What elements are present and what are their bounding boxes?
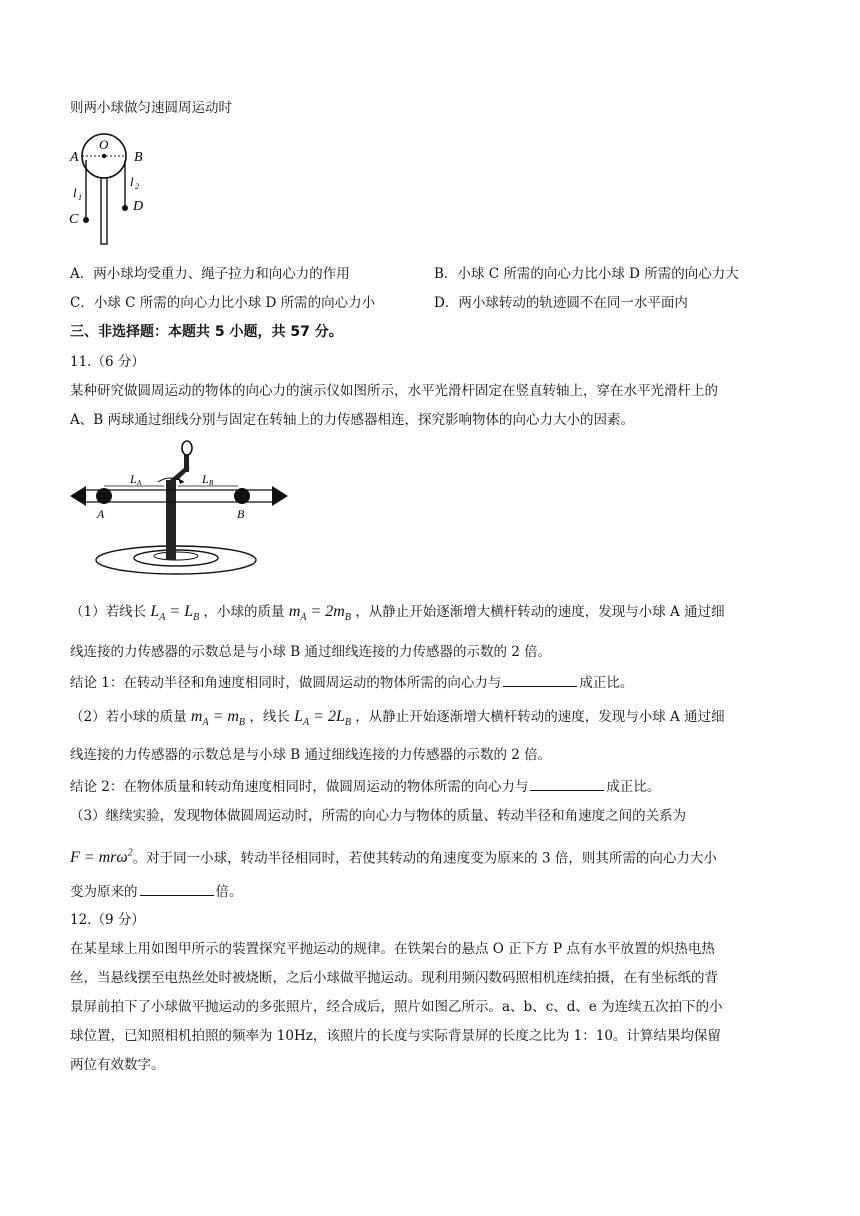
apparatus-figure — [66, 440, 292, 582]
q11-part3-line1: （3）继续实验，发现物体做圆周运动时，所需的向心力与物体的质量、转动半径和角速度之间的关系为 — [70, 808, 687, 824]
q12-line2: 丝，当悬线摆至电热丝处时被烧断，之后小球做平抛运动。现利用频闪数码照相机连续拍摄，在有坐标纸的背 — [70, 970, 718, 986]
q11-p3-l3-prefix: 变为原来的 — [70, 884, 138, 900]
q12-line5: 两位有效数字。 — [70, 1057, 165, 1073]
q11-p2-eq2: $L_A = 2L_B$ — [294, 708, 351, 729]
label-LB: L — [202, 472, 209, 486]
q11-c1-suffix: 成正比。 — [579, 675, 634, 691]
label-LA: L — [130, 472, 137, 486]
option-c: C．小球 C 所需的向心力比小球 D 所需的向心力小 — [70, 295, 376, 311]
label-C: C — [69, 212, 79, 227]
pulley-figure — [64, 130, 164, 250]
q11-conclusion1 — [70, 672, 633, 693]
q11-p1-eq2: $m_A = 2m_B$ — [288, 603, 351, 624]
q11-p1-prefix: （1）若线长 — [70, 604, 147, 620]
label-B: B — [134, 150, 143, 165]
q11-p2-mid: ，线长 — [249, 709, 290, 725]
q11-p3-eq: F = mrω$^2$ — [70, 848, 133, 867]
label-l1-sub: 1 — [78, 193, 82, 202]
q11-part2-line1 — [70, 707, 725, 733]
label-l2-sub: 2 — [135, 182, 139, 191]
label-ball-A: A — [97, 507, 105, 521]
label-LB-sub: B — [209, 479, 214, 487]
q11-part1-line2: 线连接的力传感器的示数总是与小球 B 通过细线连接的力传感器的示数的 2 倍。 — [70, 644, 552, 660]
answer-blank-2[interactable] — [530, 776, 604, 791]
q11-c2-prefix: 结论 2：在物体质量和转动角速度相同时，做圆周运动的物体所需的向心力与 — [70, 779, 529, 795]
q11-p1-suffix: ，从静止开始逐渐增大横杆转动的速度，发现与小球 A 通过细 — [355, 604, 725, 620]
q11-stem-1: 某种研究做圆周运动的物体的向心力的演示仪如图所示，水平光滑杆固定在竖直转轴上，穿在水平光滑杆上的 — [70, 383, 718, 399]
answer-blank-1[interactable] — [503, 672, 577, 687]
q12-number: 12.（9 分） — [70, 912, 145, 928]
option-b: B．小球 C 所需的向心力比小球 D 所需的向心力大 — [434, 266, 739, 282]
q11-part3-line3 — [70, 881, 243, 902]
label-l2: l — [130, 174, 134, 189]
option-a: A．两小球均受重力、绳子拉力和向心力的作用 — [70, 266, 350, 282]
q11-p2-eq1: $m_A = m_B$ — [190, 708, 246, 729]
q11-number: 11.（6 分） — [70, 354, 145, 370]
label-l1: l — [73, 185, 77, 200]
label-LA-sub: A — [137, 479, 142, 487]
q11-conclusion2 — [70, 776, 660, 797]
option-d: D．两小球转动的轨迹圆不在同一水平面内 — [434, 295, 688, 311]
q11-part2-line2: 线连接的力传感器的示数总是与小球 B 通过细线连接的力传感器的示数的 2 倍。 — [70, 747, 552, 763]
q12-line3: 景屏前拍下了小球做平抛运动的多张照片，经合成后，照片如图乙所示。a、b、c、d、e 为连续五次拍下的小 — [70, 999, 723, 1015]
label-ball-B: B — [237, 507, 245, 521]
section-title: 三、非选择题：本题共 5 小题，共 57 分。 — [70, 324, 343, 340]
q11-p1-eq1: $L_A = L_B$ — [150, 603, 200, 624]
q11-stem-2: A、B 两球通过细线分别与固定在转轴上的力传感器相连，探究影响物体的向心力大小的因素。 — [70, 412, 634, 428]
label-D: D — [133, 199, 144, 214]
q11-p2-suffix: ，从静止开始逐渐增大横杆转动的速度，发现与小球 A 通过细 — [355, 709, 725, 725]
answer-blank-3[interactable] — [140, 881, 214, 896]
q11-p1-mid: ，小球的质量 — [203, 604, 285, 620]
q12-line4: 球位置，已知照相机拍照的频率为 10Hz，该照片的长度与实际背景屏的长度之比为 1：10。计算结果均保留 — [70, 1028, 721, 1044]
intro-line: 则两小球做匀速圆周运动时 — [70, 100, 232, 116]
q11-c1-prefix: 结论 1：在转动半径和角速度相同时，做圆周运动的物体所需的向心力与 — [70, 675, 502, 691]
q11-c2-suffix: 成正比。 — [606, 779, 661, 795]
q11-p3-l3-suffix: 倍。 — [215, 884, 243, 900]
q11-p2-prefix: （2）若小球的质量 — [70, 709, 187, 725]
q11-part3-line2 — [70, 844, 717, 868]
q11-p3-rest: 。对于同一小球，转动半径相同时，若使其转动的角速度变为原来的 3 倍，则其所需的向心力大小 — [132, 850, 717, 867]
q11-part1-line1 — [70, 602, 725, 628]
q12-line1: 在某星球上用如图甲所示的装置探究平抛运动的规律。在铁架台的悬点 O 正下方 P 点有水平放置的炽热电热 — [70, 941, 715, 957]
label-A: A — [70, 150, 79, 165]
label-O: O — [99, 137, 109, 152]
